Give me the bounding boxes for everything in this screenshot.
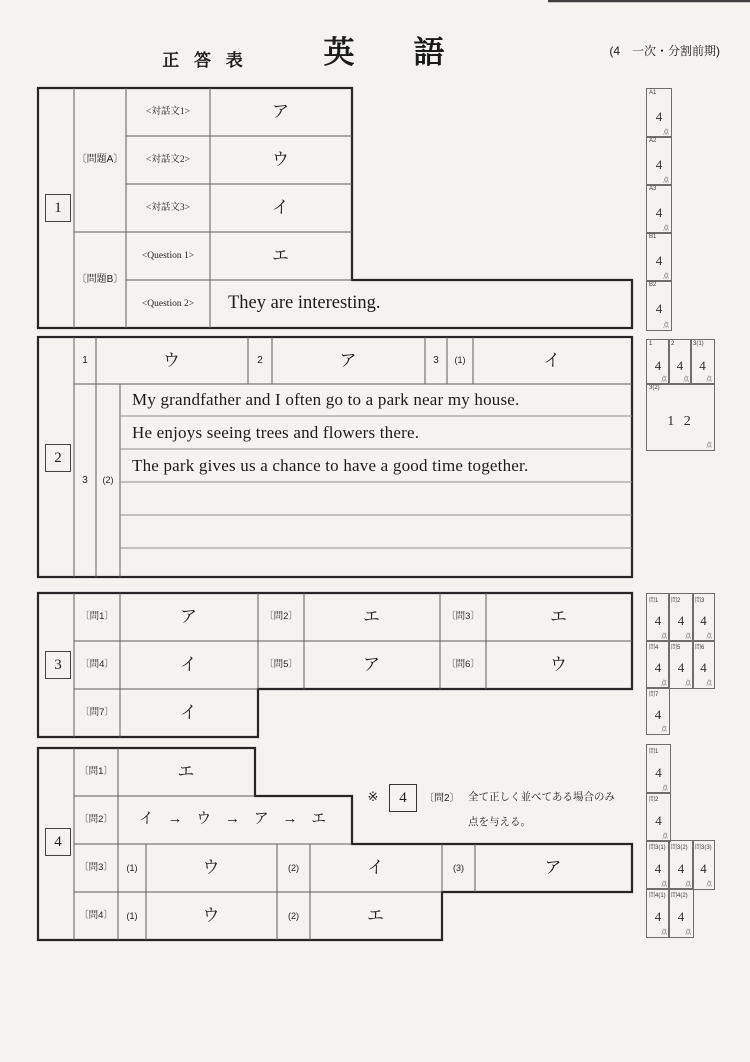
s1-row-label: <対話文3> (146, 202, 190, 213)
s3-answer: エ (550, 607, 568, 627)
s2-q-number: 1 (82, 354, 88, 366)
score-box (646, 136, 672, 186)
s2-answer: ウ (163, 350, 181, 370)
score-unit: 点 (705, 443, 712, 449)
s4-q-label: 〔問2〕 (79, 813, 113, 825)
score-label: 問1 (649, 749, 659, 755)
score-unit: 点 (660, 634, 667, 640)
note-section-number: 4 (389, 784, 417, 812)
score-value: 4 (654, 706, 662, 722)
score-label: 1 (649, 341, 653, 347)
s3-q-label: 〔問2〕 (264, 610, 298, 622)
score-label: A3 (649, 186, 657, 192)
s1-answer: ア (272, 102, 290, 122)
section1-part-b-label: 〔問題B〕 (76, 274, 124, 286)
score-box (646, 744, 671, 794)
score-box (646, 339, 670, 385)
score-unit: 点 (661, 834, 668, 840)
score-value: 4 (655, 301, 663, 317)
s3-q-label: 〔問5〕 (264, 658, 298, 670)
score-box (646, 840, 670, 890)
score-unit: 点 (662, 130, 669, 136)
s1-answer: イ (272, 198, 290, 218)
score-box (646, 640, 670, 689)
exam-edition-note: (4 一次・分割前期) (609, 44, 720, 59)
s2-q-number: 3 (82, 474, 88, 486)
score-label: 2 (671, 341, 675, 347)
s2-answer: イ (543, 350, 562, 370)
score-box (646, 232, 672, 282)
score-value: 4 (654, 860, 662, 876)
score-unit: 点 (660, 727, 667, 733)
score-label: A2 (649, 138, 657, 144)
s4-answer: ア (544, 858, 563, 878)
s1-row-label: <Question 2> (141, 298, 195, 309)
score-value: 4 (677, 660, 685, 676)
s4-q-label: 〔問4〕 (79, 909, 113, 921)
score-box (692, 840, 715, 890)
score-label: A1 (649, 90, 657, 96)
score-unit: 点 (660, 930, 667, 936)
score-label: 3(1) (693, 341, 704, 347)
score-value: 4 (676, 357, 684, 373)
s1-row-label: <対話文2> (146, 154, 190, 165)
s3-answer: ア (180, 607, 198, 627)
s3-answer: エ (363, 607, 381, 627)
score-box (646, 184, 672, 234)
score-box (692, 640, 715, 689)
score-box (646, 280, 672, 331)
s4-answer: ウ (202, 858, 221, 878)
form-title: 正 答 表 (162, 51, 248, 71)
score-value: 4 (700, 860, 707, 876)
score-value: 4 (654, 357, 662, 373)
s1-row-label: <Question 1> (141, 250, 195, 261)
score-value: 4 (655, 252, 663, 268)
score-value: 4 (655, 764, 662, 780)
score-label: 問6 (695, 645, 705, 651)
score-unit: 点 (660, 377, 667, 383)
score-unit: 点 (662, 226, 669, 232)
note-reference-mark: ※ (367, 788, 379, 804)
score-unit: 点 (705, 681, 712, 687)
score-value: 4 (677, 860, 685, 876)
score-label: 問7 (649, 692, 659, 698)
score-unit: 点 (684, 681, 691, 687)
score-box (668, 840, 694, 890)
score-unit: 点 (682, 377, 689, 383)
score-unit: 点 (662, 323, 669, 329)
subject-title: 英 語 (323, 35, 459, 71)
s4-q-subnumber: (2) (288, 862, 299, 873)
note-question-ref: 〔問2〕 (424, 793, 460, 804)
s3-answer: ウ (550, 655, 568, 675)
score-box (646, 792, 671, 842)
s1-answer-sentence: They are interesting. (228, 293, 381, 314)
s2-q-subnumber: (1) (454, 355, 466, 366)
score-value: 4 (654, 908, 662, 924)
s4-answer: エ (177, 762, 196, 782)
s3-answer: イ (180, 703, 198, 723)
s4-q-subnumber: (2) (288, 910, 299, 921)
score-label: 問3(3) (695, 845, 712, 851)
score-unit: 点 (684, 634, 691, 640)
score-label: 問3(1) (649, 845, 666, 851)
s1-row-label: <対話文1> (146, 106, 190, 117)
s4-q-label: 〔問1〕 (79, 765, 113, 777)
score-box (668, 593, 694, 642)
s1-answer: エ (272, 246, 290, 266)
s3-answer: ア (363, 655, 381, 675)
score-value: 1 2 (667, 414, 694, 430)
score-label: 問2 (649, 797, 659, 803)
s4-q-subnumber: (3) (453, 862, 464, 873)
score-value: 4 (677, 908, 685, 924)
score-value: 4 (700, 660, 707, 676)
s2-answer: ア (339, 350, 358, 370)
score-value: 4 (655, 108, 663, 124)
s3-q-label: 〔問4〕 (80, 658, 114, 670)
s3-q-label: 〔問6〕 (446, 658, 480, 670)
s3-q-label: 〔問1〕 (80, 610, 114, 622)
score-value: 4 (654, 660, 662, 676)
section4-number: 4 (45, 828, 71, 856)
score-value: 4 (677, 613, 685, 629)
s4-q-label: 〔問3〕 (79, 861, 113, 873)
s2-written-answer-line: My grandfather and I often go to a park near my house. (132, 390, 520, 410)
section2-number: 2 (45, 444, 71, 472)
score-box (646, 383, 715, 451)
score-unit: 点 (661, 786, 668, 792)
score-box (646, 888, 670, 938)
score-label: 問4(2) (671, 893, 688, 899)
score-unit: 点 (662, 274, 669, 280)
score-box (646, 593, 670, 642)
section3-number: 3 (45, 651, 71, 679)
score-unit: 点 (705, 882, 712, 888)
score-unit: 点 (684, 882, 691, 888)
score-label: 問3(2) (671, 845, 688, 851)
s2-q-number: 3 (433, 354, 439, 366)
score-value: 4 (655, 204, 663, 220)
score-unit: 点 (660, 681, 667, 687)
score-box (692, 593, 715, 642)
score-label: 問5 (671, 645, 681, 651)
score-box (646, 88, 672, 138)
s3-q-label: 〔問3〕 (446, 610, 480, 622)
score-label: 問4 (649, 645, 659, 651)
score-unit: 点 (660, 882, 667, 888)
score-label: 問2 (671, 598, 681, 604)
score-label: 問4(1) (649, 893, 666, 899)
s1-answer: ウ (272, 150, 290, 170)
score-box (646, 687, 670, 735)
s4-q-subnumber: (1) (126, 910, 138, 921)
score-unit: 点 (662, 178, 669, 184)
s2-written-answer-line: The park gives us a chance to have a good time together. (132, 456, 529, 476)
s3-answer: イ (180, 655, 198, 675)
score-value: 4 (654, 613, 662, 629)
score-value: 4 (700, 613, 707, 629)
score-unit: 点 (705, 377, 712, 383)
score-value: 4 (699, 357, 706, 373)
score-box (668, 640, 694, 689)
score-label: 問3 (695, 598, 705, 604)
score-label: 3(2) (649, 385, 660, 391)
score-value: 4 (655, 812, 662, 828)
score-label: 問1 (649, 598, 659, 604)
score-box (668, 888, 694, 938)
score-value: 4 (655, 156, 663, 172)
score-label: B1 (649, 234, 657, 240)
s4-answer-sequence: イ → ウ → ア → エ (138, 811, 332, 828)
s4-q-subnumber: (1) (126, 862, 138, 873)
score-box (668, 339, 692, 385)
s2-q-subnumber: (2) (102, 475, 114, 486)
score-box (690, 339, 715, 385)
note-text-line1: 全て正しく並べてある場合のみ (468, 791, 615, 803)
s4-answer: ウ (202, 906, 221, 926)
s2-q-number: 2 (257, 354, 263, 366)
note-text-line2: 点を与える。 (468, 816, 531, 828)
s3-q-label: 〔問7〕 (80, 706, 114, 718)
section1-part-a-label: 〔問題A〕 (76, 154, 124, 166)
score-unit: 点 (705, 634, 712, 640)
s4-answer: エ (367, 906, 385, 926)
s4-answer: イ (367, 858, 385, 878)
s2-written-answer-line: He enjoys seeing trees and flowers there. (132, 423, 420, 443)
section1-number: 1 (45, 194, 71, 222)
score-label: B2 (649, 282, 657, 288)
score-unit: 点 (684, 930, 691, 936)
